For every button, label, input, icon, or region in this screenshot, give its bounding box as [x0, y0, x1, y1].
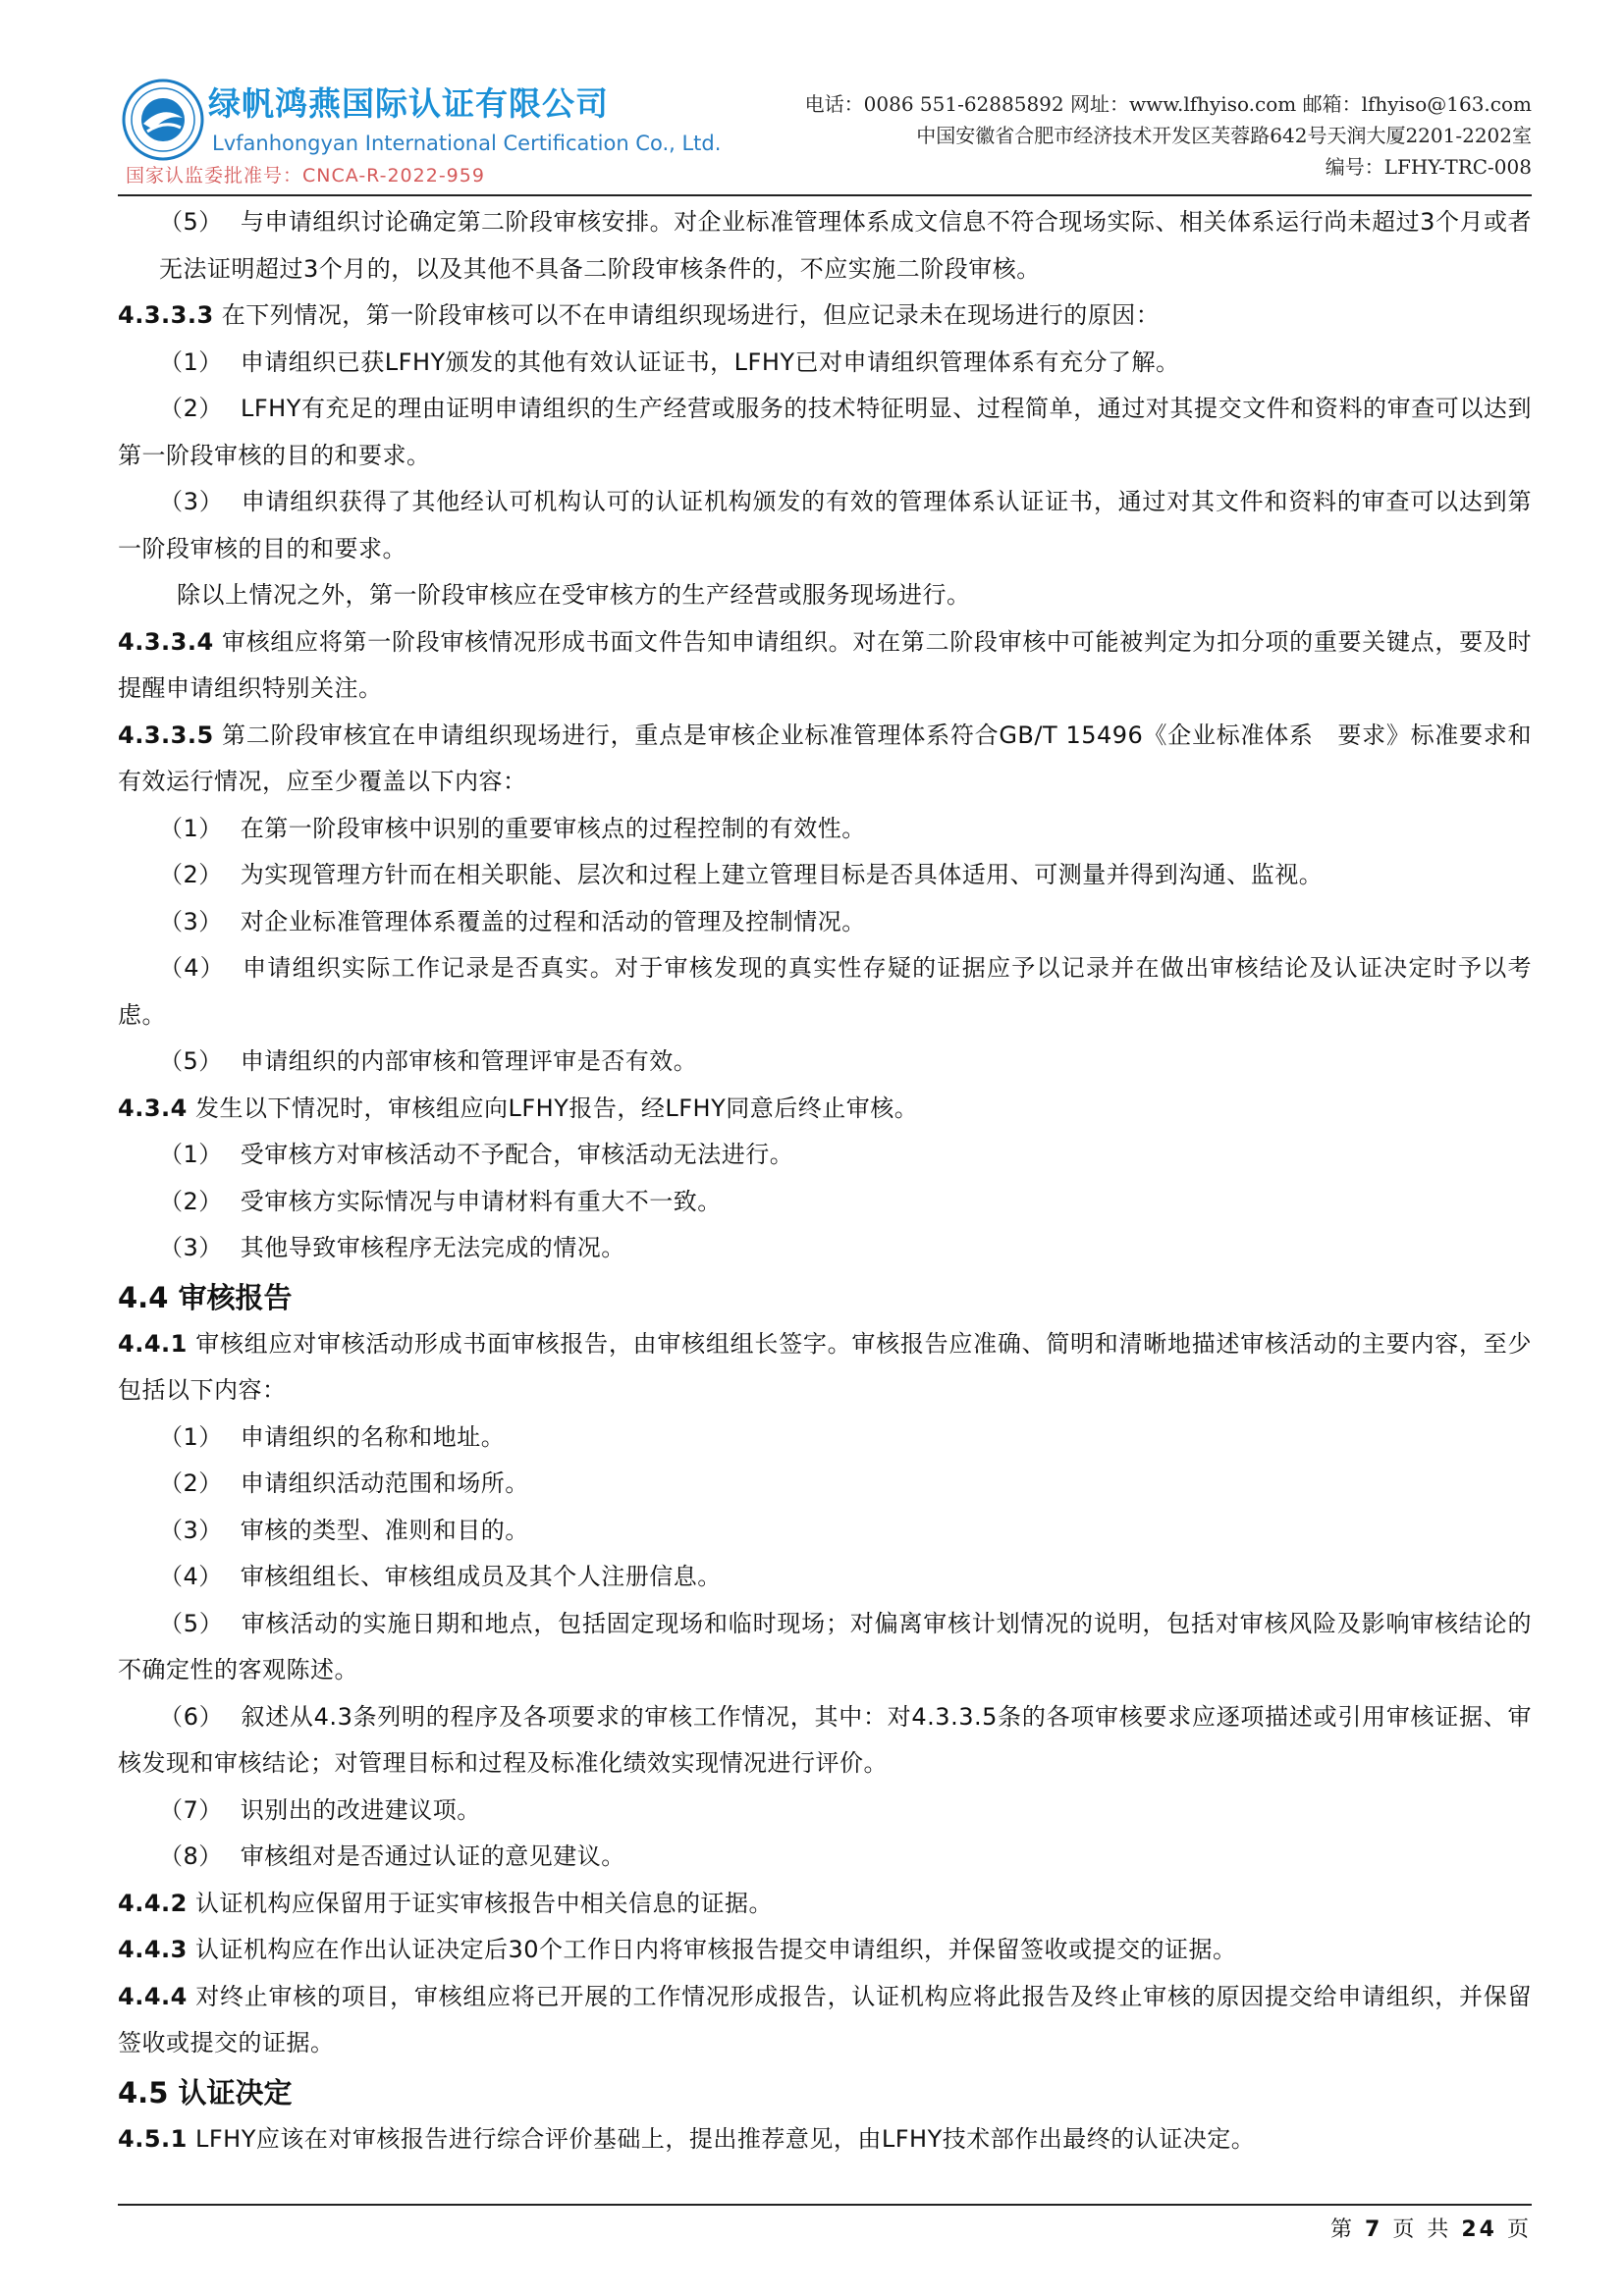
clause-4-3-4: 4.3.4 发生以下情况时，审核组应向LFHY报告，经LFHY同意后终止审核。 — [118, 1094, 919, 1122]
document-number: 编号：LFHY-TRC-008 — [1325, 155, 1532, 179]
document-body — [118, 199, 1532, 2163]
list-item: （6） 叙述从4.3条列明的程序及各项要求的审核工作情况，其中：对4.3.3.5条的各项审核要求应逐项描述或引用审核证据、审核发现和审核结论；对管理目标和过程及标准化绩效实现情况进行评价。 — [118, 1702, 1532, 1777]
list-item: （1） 在第一阶段审核中识别的重要审核点的过程控制的有效性。 — [159, 814, 866, 842]
list-item: （8） 审核组对是否通过认证的意见建议。 — [159, 1842, 625, 1870]
paragraph: 除以上情况之外，第一阶段审核应在受审核方的生产经营或服务现场进行。 — [177, 581, 971, 609]
list-item: （3） 对企业标准管理体系覆盖的过程和活动的管理及控制情况。 — [159, 907, 866, 935]
approval-number: 国家认监委批准号：CNCA-R-2022-959 — [126, 165, 485, 187]
clause-4-3-3-5: 4.3.3.5 第二阶段审核宜在申请组织现场进行，重点是审核企业标准管理体系符合GB/T 15496《企业标准体系 要求》标准要求和有效运行情况，应至少覆盖以下内容： — [118, 721, 1532, 795]
section-heading-4-5: 4.5 认证决定 — [118, 2075, 293, 2109]
list-item: （5） 申请组织的内部审核和管理评审是否有效。 — [159, 1047, 698, 1075]
paragraph: （5） 与申请组织讨论确定第二阶段审核安排。对企业标准管理体系成文信息不符合现场实际、相关体系运行尚未超过3个月或者无法证明超过3个月的，以及其他不具备二阶段审核条件的，不应实施二阶段审核。 — [159, 208, 1532, 283]
list-item: （2） LFHY有充足的理由证明申请组织的生产经营或服务的技术特征明显、过程简单，通过对其提交文件和资料的审查可以达到第一阶段审核的目的和要求。 — [118, 395, 1532, 469]
list-item: （4） 审核组组长、审核组成员及其个人注册信息。 — [159, 1563, 722, 1590]
address-line: 中国安徽省合肥市经济技术开发区芙蓉路642号天润大厦2201-2202室 — [916, 124, 1532, 147]
clause-4-4-1: 4.4.1 审核组应对审核活动形成书面审核报告，由审核组组长签字。审核报告应准确、简明和清晰地描述审核活动的主要内容，至少包括以下内容： — [118, 1329, 1532, 1404]
list-item: （3） 申请组织获得了其他经认可机构认可的认证机构颁发的有效的管理体系认证证书，通过对其文件和资料的审查可以达到第一阶段审核的目的和要求。 — [118, 488, 1532, 562]
list-item: （2） 为实现管理方针而在相关职能、层次和过程上建立管理目标是否具体适用、可测量并得到沟通、监视。 — [159, 861, 1324, 888]
header-divider — [118, 194, 1532, 196]
list-item: （4） 申请组织实际工作记录是否真实。对于审核发现的真实性存疑的证据应予以记录并在做出审核结论及认证决定时予以考虑。 — [118, 954, 1532, 1029]
section-heading-4-4: 4.4 审核报告 — [118, 1280, 293, 1314]
list-item: （3） 其他导致审核程序无法完成的情况。 — [159, 1234, 625, 1261]
list-item: （1） 申请组织的名称和地址。 — [159, 1422, 506, 1451]
list-item: （2） 申请组织活动范围和场所。 — [159, 1469, 529, 1497]
list-item: （5） 审核活动的实施日期和地点，包括固定现场和临时现场；对偏离审核计划情况的说明，包括对审核风险及影响审核结论的不确定性的客观陈述。 — [118, 1609, 1532, 1683]
clause-4-4-3: 4.4.3 认证机构应在作出认证决定后30个工作日内将审核报告提交申请组织，并保留签收或提交的证据。 — [118, 1936, 1237, 1963]
list-item: （7） 识别出的改进建议项。 — [159, 1795, 481, 1824]
list-item: （1） 申请组织已获LFHY颁发的其他有效认证证书，LFHY已对申请组织管理体系有充分了解。 — [159, 347, 1180, 376]
list-item: （1） 受审核方对审核活动不予配合，审核活动无法进行。 — [159, 1141, 794, 1168]
clause-4-3-3-3: 4.3.3.3 在下列情况，第一阶段审核可以不在申请组织现场进行，但应记录未在现场进行的原因： — [118, 301, 1161, 329]
company-name-en: Lvfanhongyan International Certification Co., Ltd. — [212, 132, 722, 155]
clause-4-5-1: 4.5.1 LFHY应该在对审核报告进行综合评价基础上，提出推荐意见，由LFHY技术部作出最终的认证决定。 — [118, 2124, 1256, 2153]
list-item: （2） 受审核方实际情况与申请材料有重大不一致。 — [159, 1187, 722, 1215]
contact-line: 电话：0086 551-62885892 网址：www.lfhyiso.com 邮箱：lfhyiso@163.com — [804, 92, 1532, 116]
footer-divider — [118, 2204, 1532, 2206]
clause-4-4-4: 4.4.4 对终止审核的项目，审核组应将已开展的工作情况形成报告，认证机构应将此报告及终止审核的原因提交给申请组织，并保留签收或提交的证据。 — [118, 1982, 1532, 2056]
list-item: （3） 审核的类型、准则和目的。 — [159, 1516, 529, 1544]
company-name-cn: 绿帆鸿燕国际认证有限公司 — [208, 84, 609, 123]
clause-4-4-2: 4.4.2 认证机构应保留用于证实审核报告中相关信息的证据。 — [118, 1889, 773, 1917]
page-header — [118, 71, 1532, 188]
contact-block — [805, 88, 1532, 183]
page-number: 第 7 页 共 24 页 — [1330, 2217, 1532, 2242]
clause-4-3-3-4: 4.3.3.4 审核组应将第一阶段审核情况形成书面文件告知申请组织。对在第二阶段审核中可能被判定为扣分项的重要关键点，要及时提醒申请组织特别关注。 — [118, 627, 1532, 702]
